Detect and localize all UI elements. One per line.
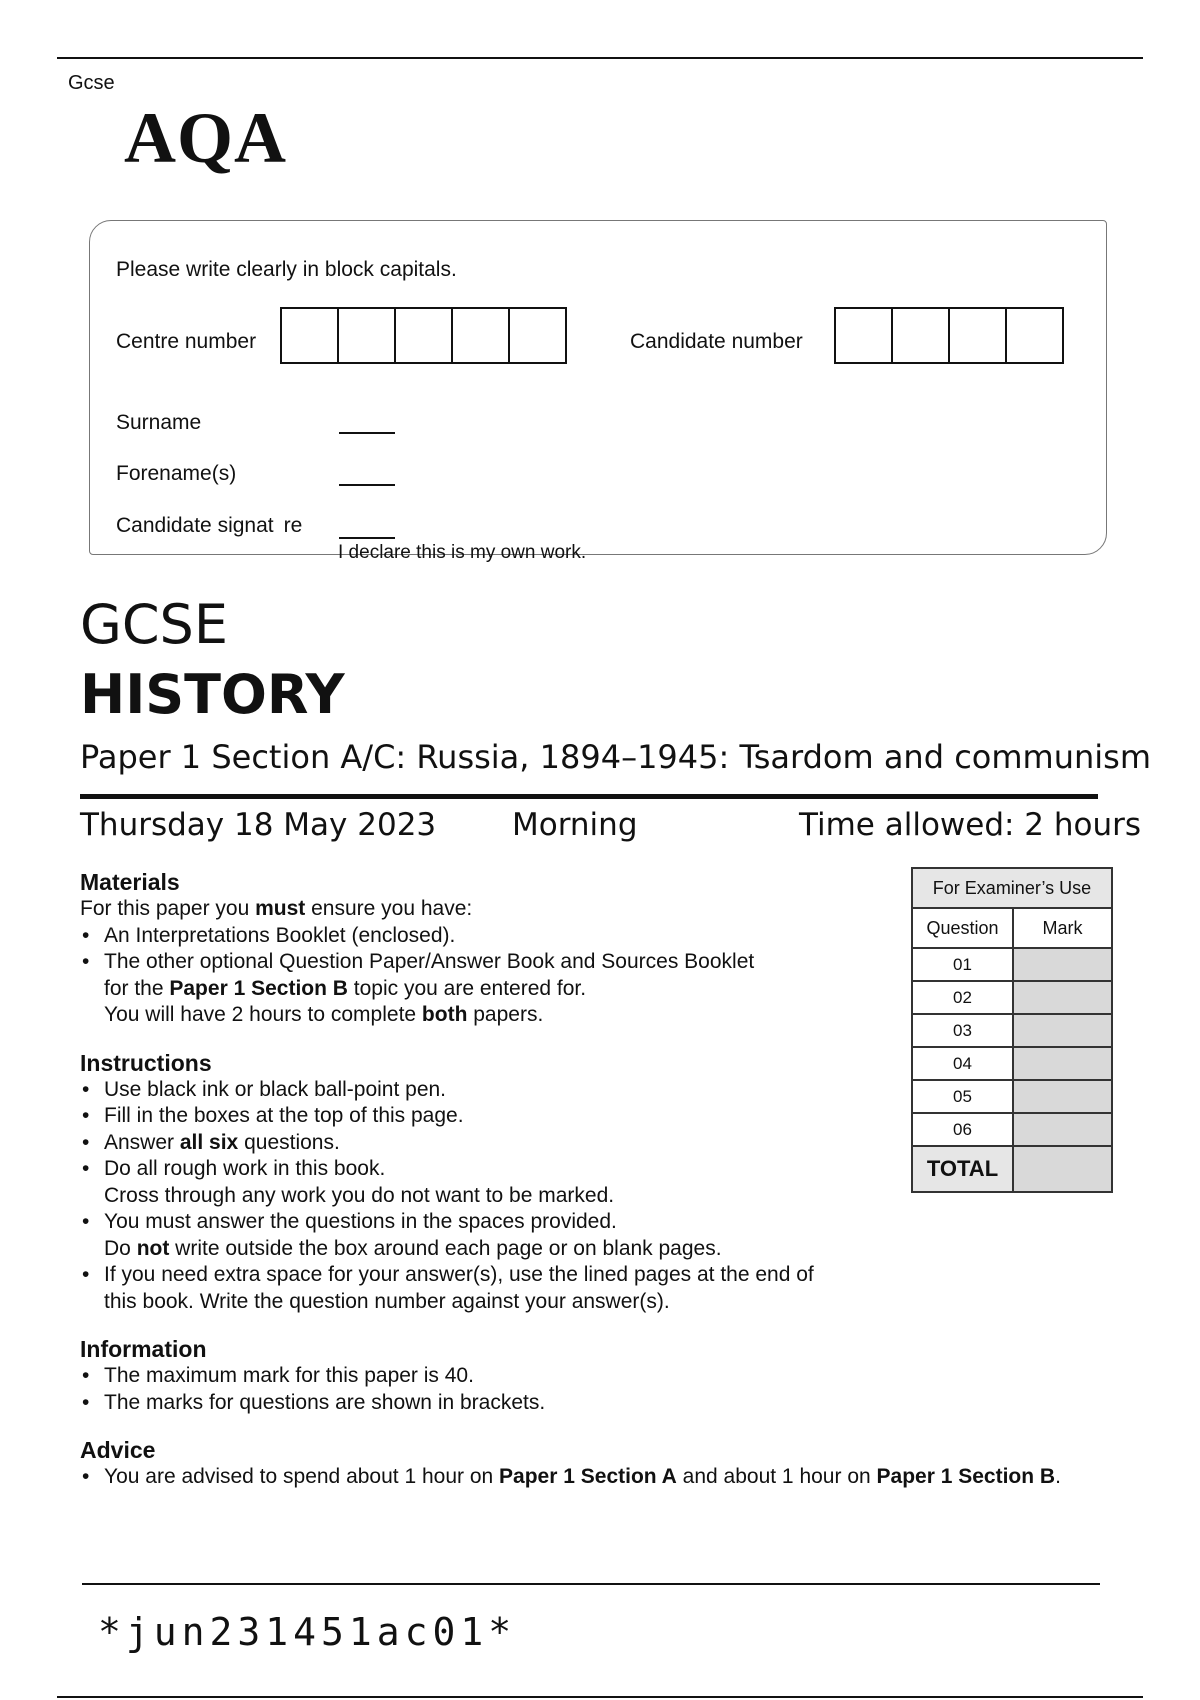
signature-label: Candidate signat re — [116, 514, 303, 537]
table-row — [912, 948, 1112, 981]
centre-number-box[interactable] — [510, 309, 565, 362]
candidate-number-box[interactable] — [836, 309, 893, 362]
examiner-table-header: For Examiner’s Use — [912, 868, 1112, 908]
list-item: • Fill in the boxes at the top of this page. — [80, 1103, 1120, 1130]
list-item: • The marks for questions are shown in brackets. — [80, 1390, 1120, 1417]
centre-number-label: Centre number — [116, 330, 257, 353]
question-number: 02 — [912, 981, 1013, 1014]
candidate-number-box[interactable] — [893, 309, 950, 362]
surname-label: Surname — [116, 411, 202, 434]
list-item: • An Interpretations Booklet (enclosed). — [80, 923, 1120, 950]
candidate-number-boxes[interactable] — [834, 307, 1064, 364]
total-mark-cell — [1013, 1146, 1112, 1192]
forenames-label: Forename(s) — [116, 462, 237, 485]
bottom-rule — [57, 1696, 1143, 1698]
list-item: • The maximum mark for this paper is 40. — [80, 1363, 1120, 1390]
materials-intro: For this paper you must ensure you have: — [80, 897, 473, 920]
centre-number-box[interactable] — [453, 309, 510, 362]
question-number: 01 — [912, 948, 1013, 981]
question-column-header: Question — [912, 908, 1013, 948]
instructions-heading: Instructions — [80, 1049, 212, 1076]
question-number: 04 — [912, 1047, 1013, 1080]
top-rule — [57, 57, 1143, 59]
exam-session: Morning — [512, 807, 638, 843]
table-row — [912, 1014, 1112, 1047]
table-row — [912, 1113, 1112, 1146]
table-row — [912, 1080, 1112, 1113]
centre-number-box[interactable] — [396, 309, 453, 362]
materials-heading: Materials — [80, 869, 180, 895]
centre-number-boxes[interactable] — [280, 307, 567, 364]
examiner-use-table — [911, 867, 1113, 1193]
paper-title: Paper 1 Section A/C: Russia, 1894–1945: Tsardom and communism — [80, 738, 1151, 776]
footer-rule — [82, 1583, 1100, 1585]
list-item: • Do all rough work in this book. Cross through any work you do not want to be marked. — [80, 1156, 1120, 1209]
form-instruction: Please write clearly in block capitals. — [116, 258, 457, 281]
information-section — [80, 1335, 1120, 1416]
list-item: • You must answer the questions in the spaces provided. Do not write outside the box around each page or on blank pages. — [80, 1209, 1120, 1262]
aqa-logo: AQA — [124, 98, 287, 178]
forenames-field[interactable] — [339, 484, 395, 486]
centre-number-box[interactable] — [282, 309, 339, 362]
mark-cell — [1013, 1113, 1112, 1146]
question-number: 06 — [912, 1113, 1013, 1146]
table-row — [912, 1146, 1112, 1192]
advice-heading: Advice — [80, 1437, 156, 1463]
total-label: TOTAL — [912, 1146, 1013, 1192]
list-item: • Use black ink or black ball-point pen. — [80, 1077, 1120, 1104]
surname-field[interactable] — [339, 432, 395, 434]
candidate-number-box[interactable] — [950, 309, 1007, 362]
mark-column-header: Mark — [1013, 908, 1112, 948]
header-small-label: Gcse — [68, 72, 115, 94]
mark-cell — [1013, 1080, 1112, 1113]
table-row — [912, 981, 1112, 1014]
exam-date: Thursday 18 May 2023 — [80, 807, 437, 843]
title-rule — [80, 794, 1098, 799]
declaration-text: I declare this is my own work. — [338, 542, 587, 563]
mark-cell — [1013, 1014, 1112, 1047]
list-item: • The other optional Question Paper/Answer Book and Sources Booklet for the Paper 1 Section B topic you are entered for. You will have 2 hours to complete both papers. — [80, 949, 1120, 1029]
information-heading: Information — [80, 1336, 207, 1362]
qualification-title: GCSE — [80, 593, 228, 656]
mark-cell — [1013, 981, 1112, 1014]
time-allowed: Time allowed: 2 hours — [799, 807, 1142, 843]
candidate-number-box[interactable] — [1007, 309, 1062, 362]
table-row — [912, 1047, 1112, 1080]
advice-section — [80, 1436, 1120, 1491]
centre-number-box[interactable] — [339, 309, 396, 362]
mark-cell — [1013, 1047, 1112, 1080]
subject-title: HISTORY — [80, 663, 345, 726]
signature-field[interactable] — [339, 537, 395, 539]
list-item: • Answer all six questions. — [80, 1130, 1120, 1157]
candidate-number-label: Candidate number — [630, 330, 803, 353]
list-item: • If you need extra space for your answer(s), use the lined pages at the end of this book. Write the question number against your answer(s). — [80, 1262, 1120, 1315]
question-number: 05 — [912, 1080, 1013, 1113]
question-number: 03 — [912, 1014, 1013, 1047]
list-item: • You are advised to spend about 1 hour on Paper 1 Section A and about 1 hour on Paper 1 Section B. — [80, 1464, 1120, 1491]
mark-cell — [1013, 948, 1112, 981]
barcode-text: *jun231451ac01* — [98, 1610, 517, 1654]
